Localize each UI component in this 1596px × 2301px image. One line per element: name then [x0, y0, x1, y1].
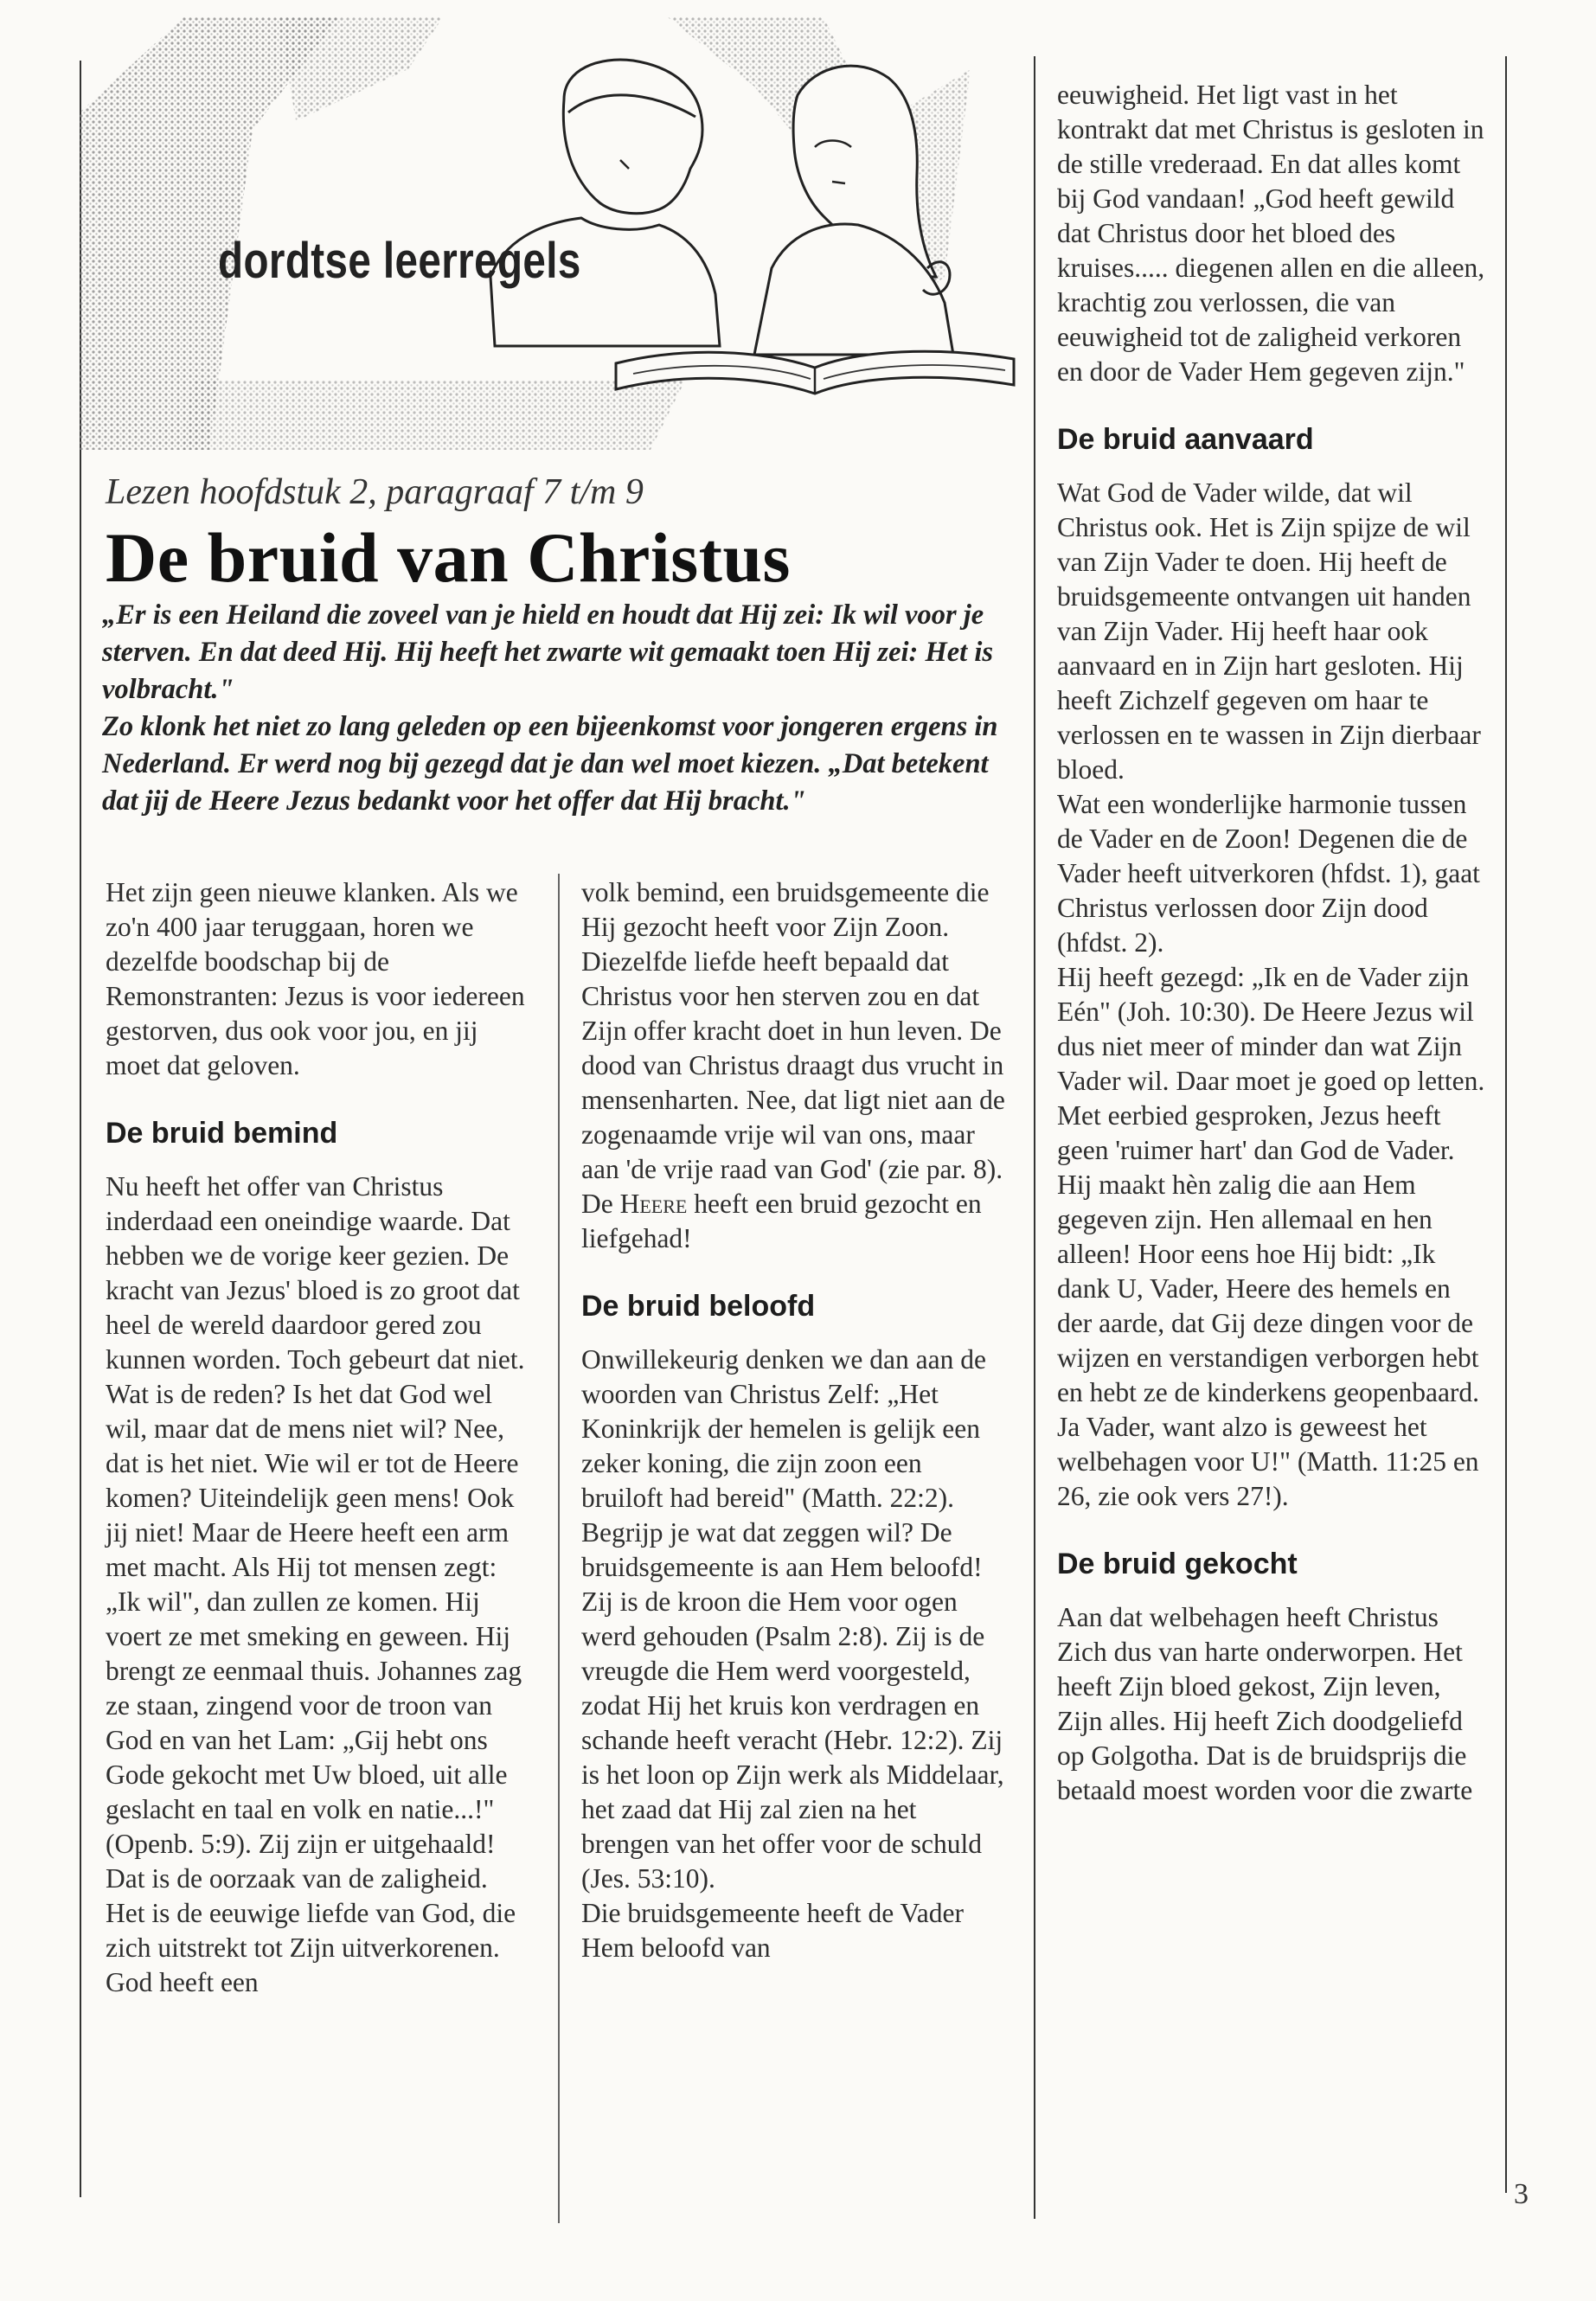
- body-paragraph: Wat God de Vader wilde, dat wil Christus ook. Het is Zijn spijze de wil van Zijn Vader te doen. Hij heeft de bruidsgemeente ontvangen uit handen van Zijn Vader. Hij heeft haar ook aanvaard en in Zijn hart gesloten. Hij heeft Zichzelf gegeven om haar te verlossen en te wassen in Zijn dierbaar bloed.: [1057, 478, 1481, 785]
- intro-paragraph: Zo klonk het niet zo lang geleden op een bijeenkomst voor jongeren ergens in Nederland. Er werd nog bij gezegd dat je dan wel moet kiezen. „Dat betekent dat jij de Heere Jezus bedankt voor het offer dat Hij bracht.": [102, 711, 998, 817]
- body-paragraph: Wat een wonderlijke harmonie tussen de Vader en de Zoon! Degenen die de Vader heeft uitverkoren (hfdst. 1), gaat Christus verlossen door Zijn dood (hfdst. 2).: [1057, 789, 1480, 958]
- section-heading-aanvaard: De bruid aanvaard: [1057, 423, 1314, 456]
- body-paragraph: Die bruidsgemeente heeft de Vader Hem beloofd van: [581, 1898, 964, 1963]
- heere-small-caps: Heere: [619, 1189, 688, 1219]
- text-column-3: [1057, 78, 1490, 1808]
- section-heading-gekocht: De bruid gekocht: [1057, 1548, 1298, 1580]
- body-paragraph: Onwillekeurig denken we dan aan de woorden van Christus Zelf: „Het Koninkrijk der hemelen is gelijk een zeker koning, die zijn zoon een bruiloft had bereid" (Matth. 22:2). Begrijp je wat dat zeggen wil? De bruidsgemeente is aan Hem beloofd! Zij is de kroon die Hem voor ogen werd gehouden (Psalm 2:8). Zij is de vreugde die Hem werd voorgesteld, zodat Hij het kruis kon verdragen en schande heeft veracht (Hebr. 12:2). Zij is het loon op Zijn werk als Middelaar, het zaad dat Hij zal zien na het brengen van het offer voor de schuld (Jes. 53:10).: [581, 1344, 1004, 1894]
- right-rule: [1505, 56, 1507, 2193]
- article-title: De bruid van Christus: [106, 518, 791, 597]
- body-paragraph: Het zijn geen nieuwe klanken. Als we zo'n 400 jaar teruggaan, horen we dezelfde boodschap bij de Remonstranten: Jezus is voor iedereen gestorven, dus ook voor jou, en jij moet dat geloven.: [106, 877, 525, 1080]
- article-intro: [102, 597, 1010, 820]
- section-heading-beloofd: De bruid beloofd: [581, 1290, 816, 1323]
- intro-paragraph: „Er is een Heiland die zoveel van je hield en houdt dat Hij zei: Ik wil voor je sterven. En dat deed Hij. Hij heeft het zwarte wit gemaakt toen Hij zei: Het is volbracht.": [102, 599, 994, 705]
- column-rule-2: [1034, 56, 1035, 2219]
- page-number: 3: [1514, 2178, 1529, 2210]
- series-label: dordtse leerregels: [218, 233, 581, 289]
- body-text: volk bemind, een bruidsgemeente die Hij gezocht heeft voor Zijn Zoon. Diezelfde liefde heeft bepaald dat Christus voor hen sterven zou en dat Zijn offer kracht doet in hun leven. De dood van Christus draagt dus vrucht in mensenharten. Nee, dat ligt niet aan de zogenaamde vrije wil van ons, maar aan 'de vrije raad van God' (zie par. 8). De: [581, 877, 1005, 1219]
- body-paragraph: [581, 875, 1010, 1256]
- body-paragraph: eeuwigheid. Het ligt vast in het kontrakt dat met Christus is gesloten in de stille vrederaad. En dat alles komt bij God vandaan! „God heeft gewild dat Christus door het bloed des kruises..... diegenen allen en die alleen, krachtig zou verlossen, die van eeuwigheid tot de zaligheid verkoren en door de Vader Hem gegeven zijn.": [1057, 80, 1485, 387]
- text-column-2: [581, 875, 1010, 1965]
- section-heading-bemind: De bruid bemind: [106, 1117, 338, 1150]
- body-paragraph: Aan dat welbehagen heeft Christus Zich dus van harte onderworpen. Het heeft Zijn bloed gekost, Zijn leven, Zijn alles. Hij heeft Zich doodgeliefd op Golgotha. Dat is de bruidsprijs die betaald moest worden voor die zwarte: [1057, 1602, 1473, 1805]
- body-paragraph: Nu heeft het offer van Christus inderdaad een oneindige waarde. Dat hebben we de vorige keer gezien. De kracht van Jezus' bloed is zo groot dat heel de wereld daardoor gered zou kunnen worden. Toch gebeurt dat niet. Wat is de reden? Is het dat God wel wil, maar dat de mens niet wil? Nee, dat is het niet. Wie wil er tot de Heere komen? Uiteindelijk geen mens! Ook jij niet! Maar de Heere heeft een arm met macht. Als Hij tot mensen zegt: „Ik wil", dan zullen ze komen. Hij voert ze met smeking en geween. Hij brengt ze eenmaal thuis. Johannes zag ze staan, zingend voor de troon van God en van het Lam: „Gij hebt ons Gode gekocht met Uw bloed, uit alle geslacht en taal en volk en natie...!" (Openb. 5:9). Zij zijn er uitgehaald! Dat is de oorzaak van de zaligheid. Het is de eeuwige liefde van God, die zich uitstrekt tot Zijn uitverkorenen. God heeft een: [106, 1171, 525, 1997]
- reading-reference: Lezen hoofdstuk 2, paragraaf 7 t/m 9: [106, 472, 644, 512]
- text-column-1: [106, 875, 534, 2000]
- body-text: heeft een bruid gezocht en liefgehad!: [581, 1189, 982, 1253]
- body-paragraph: Hij heeft gezegd: „Ik en de Vader zijn Eén" (Joh. 10:30). De Heere Jezus wil dus niet meer of minder dan wat Zijn Vader wil. Daar moet je goed op letten. Met eerbied gesproken, Jezus heeft geen 'ruimer hart' dan God de Vader. Hij maakt hèn zalig die aan Hem gegeven zijn. Hen allemaal en hen alleen! Hoor eens hoe Hij bidt: „Ik dank U, Vader, Heere des hemels en der aarde, dat Gij deze dingen voor de wijzen en verstandigen verborgen hebt en hebt ze de kinderkens geopenbaard. Ja Vader, want alzo is geweest het welbehagen voor U!" (Matth. 11:25 en 26, zie ook vers 27!).: [1057, 962, 1485, 1511]
- column-rule-1: [558, 874, 560, 2223]
